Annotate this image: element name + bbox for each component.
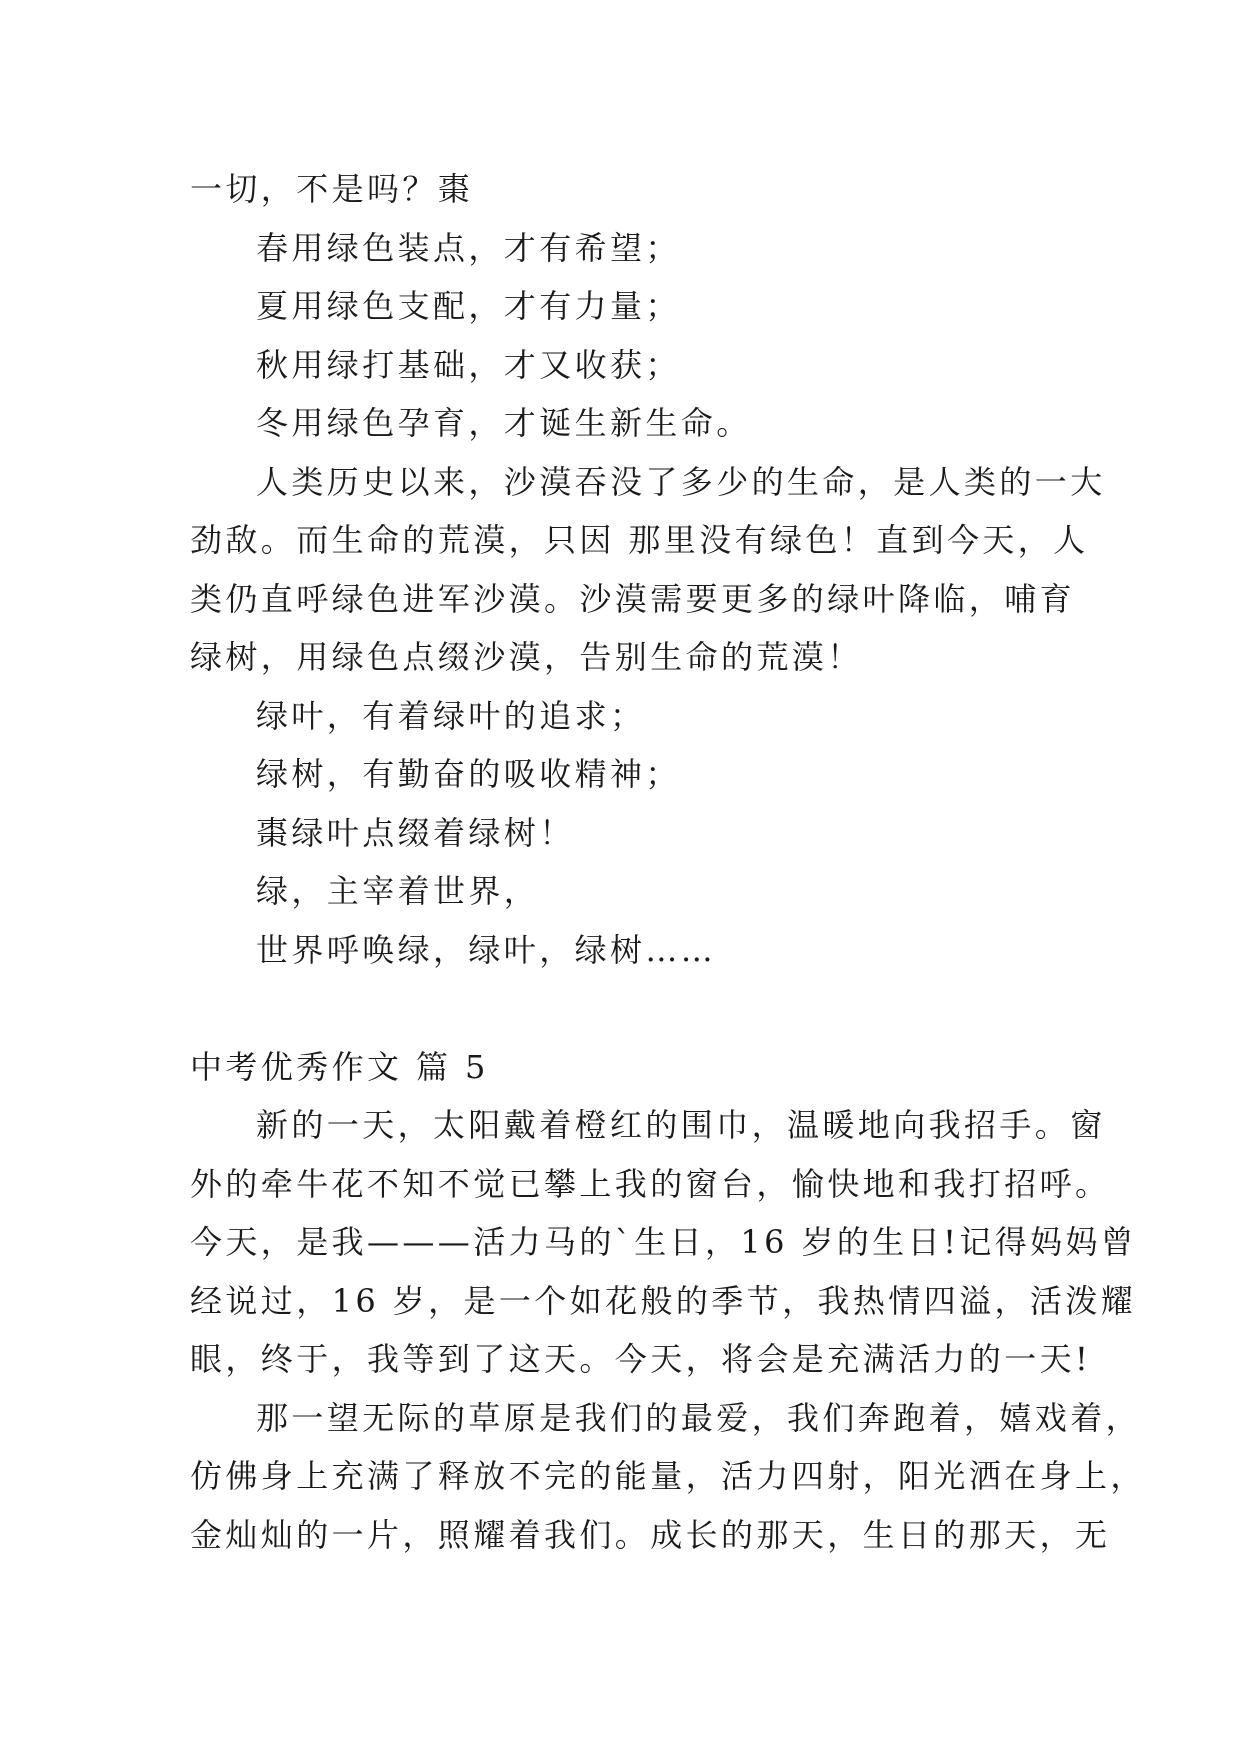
- paragraph-line: 仿佛身上充满了释放不完的能量，活力四射，阳光洒在身上，: [190, 1457, 1146, 1495]
- poem-line: 夏用绿色支配，才有力量；: [256, 287, 681, 325]
- poem-line: 绿叶，有着绿叶的追求；: [256, 696, 646, 735]
- poem-line: 绿树，有勤奋的吸收精神；: [256, 755, 681, 793]
- paragraph-line: 人类历史以来，沙漠吞没了多少的生命，是人类的一大: [256, 462, 1106, 501]
- paragraph-line: 今天，是我———活力马的`生日，16 岁的生日!记得妈妈曾: [190, 1223, 1137, 1261]
- paragraph-line: 绿树，用绿色点缀沙漠，告别生命的荒漠！: [190, 638, 863, 676]
- paragraph-line: 外的牵牛花不知不觉已攀上我的窗台，愉快地和我打招呼。: [190, 1164, 1111, 1203]
- paragraph-line: 一切，不是吗？棗: [190, 170, 474, 208]
- poem-line: 绿，主宰着世界，: [256, 872, 540, 910]
- poem-line: 春用绿色装点，才有希望；: [256, 228, 681, 267]
- document-body: [190, 160, 1146, 1564]
- section-heading: 中考优秀作文 篇 5: [190, 1047, 489, 1086]
- poem-line: 冬用绿色孕育，才诞生新生命。: [256, 404, 752, 442]
- poem-line: 棗绿叶点缀着绿树！: [256, 813, 575, 852]
- poem-line: 世界呼唤绿，绿叶，绿树……: [256, 930, 717, 969]
- paragraph-line: 新的一天，太阳戴着橙红的围巾，温暖地向我招手。窗: [256, 1106, 1106, 1144]
- poem-line: 秋用绿打基础，才又收获；: [256, 345, 681, 384]
- paragraph-line: 类仍直呼绿色进军沙漠。沙漠需要更多的绿叶降临，哺育: [190, 579, 1076, 618]
- paragraph-line: 劲敌。而生命的荒漠，只因 那里没有绿色！直到今天，人: [190, 521, 1089, 559]
- paragraph-line: 眼，终于，我等到了这天。今天，将会是充满活力的一天!: [190, 1340, 1092, 1378]
- paragraph-line: 那一望无际的草原是我们的最爱，我们奔跑着，嬉戏着，: [256, 1398, 1142, 1437]
- paragraph-line: 金灿灿的一片，照耀着我们。成长的那天，生日的那天，无: [190, 1515, 1111, 1554]
- paragraph-line: 经说过，16 岁，是一个如花般的季节，我热情四溢，活泼耀: [190, 1281, 1137, 1320]
- section-gap: [190, 979, 1070, 1038]
